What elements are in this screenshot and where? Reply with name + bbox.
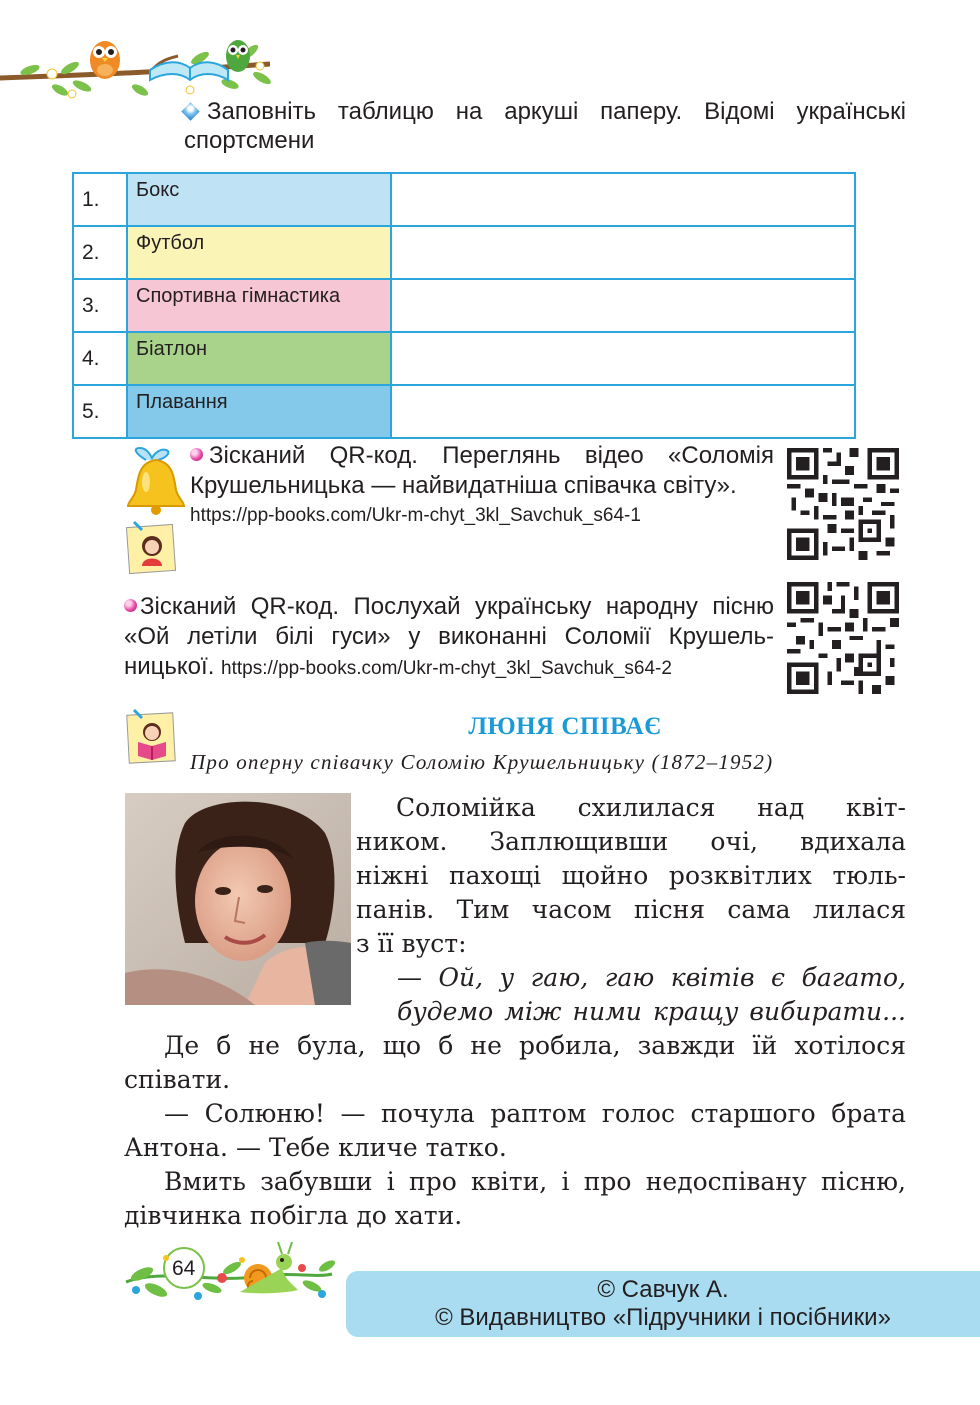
footer-copyright: [346, 1271, 980, 1337]
sport-cell: Плавання: [127, 385, 391, 438]
story-line: Де б не була, що б не робила, завжди їй хотілося: [164, 1031, 906, 1060]
qr-task-1: [190, 441, 774, 531]
story-line: Соломійка схилилася над квіт-: [396, 793, 906, 822]
qr-code-icon[interactable]: [787, 448, 899, 560]
story-line: співати.: [124, 1065, 231, 1094]
story-title: ЛЮНЯ СПІВАЄ: [468, 713, 662, 740]
story-line: — Солюню! — почула раптом голос старшого брата: [164, 1099, 906, 1128]
story-line: з її вуст:: [356, 929, 467, 958]
story-line: ніжні пахощі щойно розквітлих тюль-: [356, 861, 906, 890]
row-number: 5.: [73, 385, 127, 438]
qr-task-2: [124, 592, 774, 684]
row-number: 1.: [73, 173, 127, 226]
qr-link-1[interactable]: https://pp-books.com/Ukr-m-chyt_3kl_Savchuk_s64-1: [190, 505, 641, 526]
task-text: Заповніть таблицю на аркуші паперу. Відомі українські спортсмени: [184, 98, 906, 154]
answer-cell: [391, 173, 855, 226]
story-line: Вмить забувши і про квіти, і про недоспівану пісню,: [164, 1167, 906, 1196]
answer-cell: [391, 385, 855, 438]
story-verse: [397, 961, 906, 1029]
story-line: Антона. — Тебе кличе татко.: [124, 1133, 507, 1162]
qr-task-1-line: Крушельницька — найвидатніша співачка світу».: [190, 472, 737, 499]
bell-icon: [122, 446, 190, 516]
verse-line: будемо між ними кращу вибирати...: [397, 997, 906, 1026]
flowers-snail-icon: [122, 1238, 336, 1306]
footer-author: © Савчук А.: [597, 1276, 729, 1303]
sports-table: [72, 172, 856, 439]
answer-cell: [391, 279, 855, 332]
task-instruction: [184, 97, 906, 155]
story-paragraph-2: [124, 1029, 906, 1233]
table-row: [73, 279, 855, 332]
footer-publisher: © Видавництво «Підручники і посібники»: [435, 1304, 891, 1331]
table-row: [73, 173, 855, 226]
row-number: 3.: [73, 279, 127, 332]
story-paragraph-1: [356, 791, 906, 961]
row-number: 4.: [73, 332, 127, 385]
story-line: дівчинка побігла до хати.: [124, 1201, 463, 1230]
story-line: ником. Заплющивши очі, вдихала: [356, 827, 906, 856]
row-number: 2.: [73, 226, 127, 279]
pink-bullet-icon: [124, 599, 137, 612]
table-row: [73, 332, 855, 385]
pink-bullet-icon: [190, 448, 203, 461]
table-row: [73, 226, 855, 279]
sport-cell: Бокс: [127, 173, 391, 226]
story-subtitle: Про оперну співачку Соломію Крушельницьку (1872–1952): [190, 750, 774, 774]
reading-child-sticker-icon: [124, 708, 180, 766]
verse-line: — Ой, у гаю, гаю квітів є багато,: [397, 963, 906, 992]
sport-cell: Біатлон: [127, 332, 391, 385]
portrait-sticker-icon: [124, 520, 180, 576]
qr-code-icon[interactable]: [787, 582, 899, 694]
answer-cell: [391, 332, 855, 385]
sport-cell: Футбол: [127, 226, 391, 279]
page-number: 64: [172, 1257, 196, 1280]
story-line: панів. Тим часом пісня сама лилася: [356, 895, 906, 924]
qr-task-2-line: ницької. https://pp-books.com/Ukr-m-chyt_3kl_Savchuk_s64-2: [124, 653, 672, 680]
portrait-photo: [125, 793, 351, 1005]
qr-link-2[interactable]: https://pp-books.com/Ukr-m-chyt_3kl_Savchuk_s64-2: [221, 658, 672, 679]
diamond-bullet-icon: [181, 102, 199, 120]
table-row: [73, 385, 855, 438]
qr-task-2-line: «Ой летіли білі гуси» у виконанні Соломії Крушель-: [124, 623, 774, 650]
answer-cell: [391, 226, 855, 279]
qr-task-2-line: Зісканий QR-код. Послухай українську народну пісню: [124, 592, 774, 622]
qr-task-1-line: Зісканий QR-код. Переглянь відео «Соломія: [190, 441, 774, 471]
sport-cell: Спортивна гімнастика: [127, 279, 391, 332]
